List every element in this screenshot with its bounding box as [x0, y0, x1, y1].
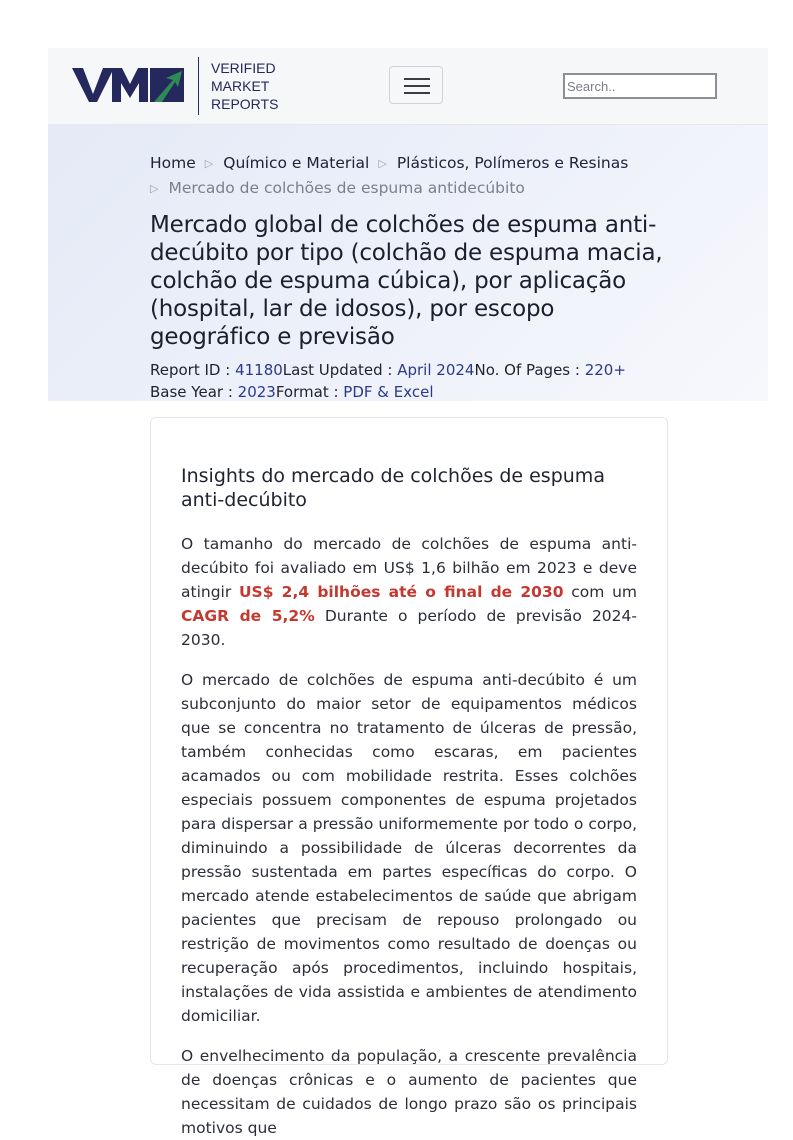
- chevron-right-icon: ▷: [204, 157, 214, 170]
- breadcrumb-home[interactable]: Home: [150, 154, 196, 172]
- brand-line-reports: REPORTS: [211, 96, 279, 112]
- p1-text-c: Durante o período de previsão 2024-2030.: [181, 607, 637, 649]
- search-input[interactable]: [563, 73, 717, 99]
- last-updated-value: April 2024: [397, 361, 475, 379]
- cagr-highlight: CAGR de 5,2%: [181, 607, 315, 625]
- format-value: PDF & Excel: [343, 383, 434, 401]
- page-title: Mercado global de colchões de espuma anti-decúbito por tipo (colchão de espuma macia, colchão de espuma cúbica), por aplicação (hospital, lar de idosos), por escopo geográfico e previsão: [150, 212, 663, 350]
- brand-logo[interactable]: [72, 56, 278, 116]
- logo-divider: [198, 57, 199, 115]
- menu-toggle-button[interactable]: [389, 66, 443, 104]
- insights-paragraph-1: [181, 532, 637, 652]
- insights-paragraph-2: O mercado de colchões de espuma anti-decúbito é um subconjunto do maior setor de equipamentos médicos que se concentra no tratamento de úlceras de pressão, também conhecidas como escaras, em pacientes acamados ou com mobilidade restrita. Esses colchões especiais possuem componentes de espuma projetados para dispersar a pressão uniformemente por todo o corpo, diminuindo a possibilidade de úlceras decorrentes da pressão sustentada em partes específicas do corpo. O mercado atende estabelecimentos de saúde que abrigam pacientes que precisam de repouso prolongado ou restrição de movimentos como resultado de doenças ou recuperação após procedimentos, incluindo hospitais, instalações de vida assistida e ambientes de atendimento domiciliar.: [181, 671, 637, 1025]
- chevron-right-icon: ▷: [150, 182, 159, 195]
- base-year-label: Base Year :: [150, 383, 238, 401]
- brand-line-market: MARKET: [211, 78, 270, 94]
- report-meta: [150, 359, 670, 403]
- insights-card: [150, 417, 668, 1137]
- site-header: [48, 48, 768, 125]
- last-updated-label: Last Updated :: [282, 361, 398, 379]
- breadcrumb: [150, 151, 670, 201]
- brand-line-verified: VERIFIED: [211, 60, 276, 76]
- hamburger-icon: [404, 78, 430, 80]
- breadcrumb-quimico-material[interactable]: Químico e Material: [223, 154, 370, 172]
- pages-label: No. Of Pages :: [474, 361, 585, 379]
- breadcrumb-plasticos[interactable]: Plásticos, Polímeros e Resinas: [396, 154, 629, 172]
- brand-name: [211, 59, 278, 113]
- vmr-logo-icon: [72, 66, 184, 106]
- report-hero: [48, 125, 768, 401]
- insights-paragraph-3: O envelhecimento da população, a crescente prevalência de doenças crônicas e o aumento de pacientes que necessitam de cuidados de longo prazo são os principais motivos que: [181, 1047, 637, 1137]
- hamburger-icon-bar: [404, 85, 430, 87]
- p1-text-b: com um: [563, 583, 637, 601]
- format-label: Format :: [275, 383, 344, 401]
- pages-value: 220+: [584, 361, 626, 379]
- breadcrumb-current: Mercado de colchões de espuma antidecúbito: [168, 179, 525, 197]
- page-frame: [48, 48, 768, 1137]
- chevron-right-icon: ▷: [378, 157, 387, 170]
- p1-text-a: O tamanho do mercado de colchões de espuma anti-decúbito foi avaliado em US$ 1,6 bilhão em 2023 e deve atingir: [181, 535, 637, 601]
- base-year-value: 2023: [237, 383, 276, 401]
- report-id-label: Report ID :: [150, 361, 236, 379]
- market-size-highlight: US$ 2,4 bilhões até o final de 2030: [238, 583, 564, 601]
- report-id-value: 41180: [235, 361, 283, 379]
- insights-heading: Insights do mercado de colchões de espuma anti-decúbito: [181, 465, 605, 511]
- hamburger-icon-bar: [404, 92, 430, 94]
